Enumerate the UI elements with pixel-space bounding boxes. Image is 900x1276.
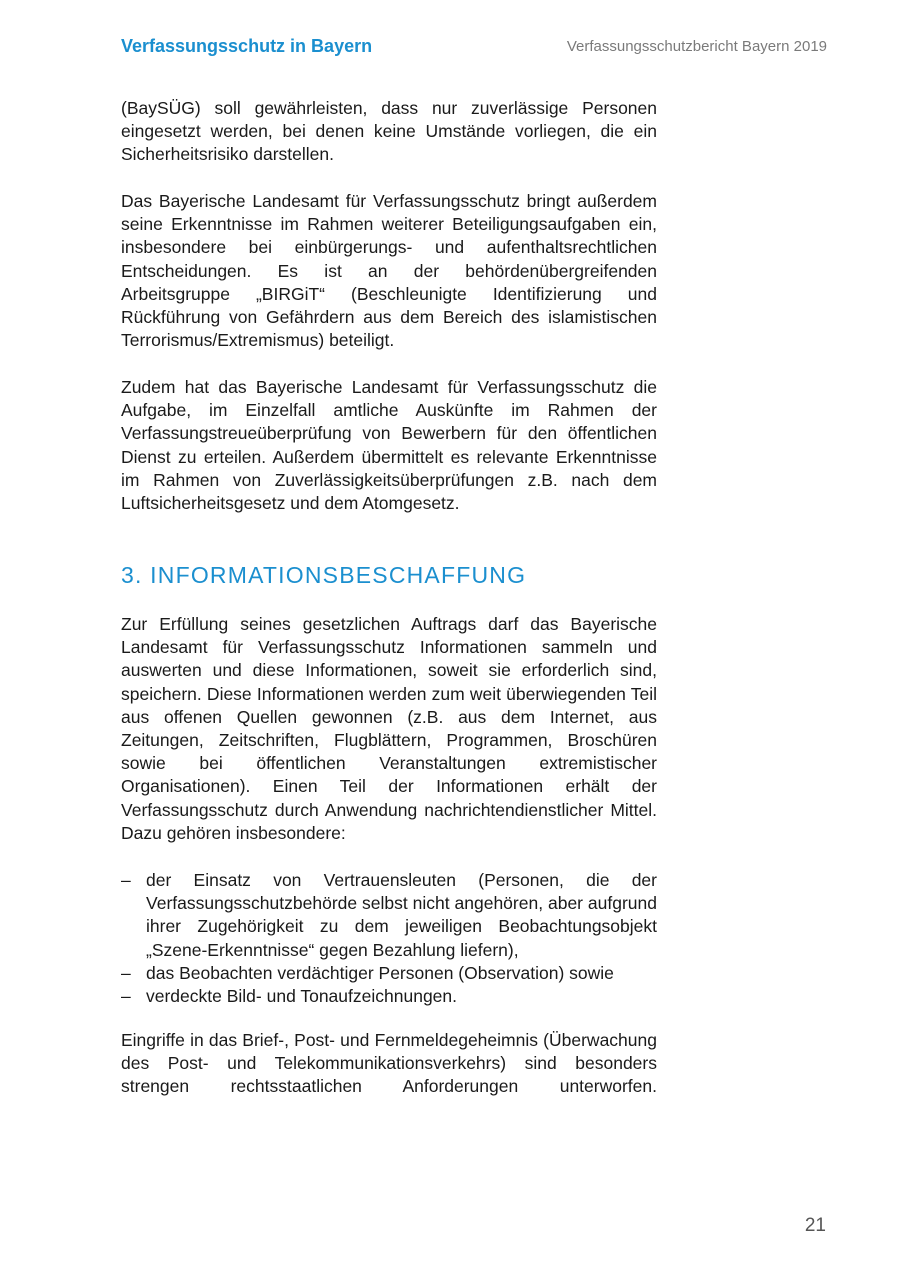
header-report-title: Verfassungsschutzbericht Bayern 2019: [566, 38, 827, 55]
means-list: [121, 869, 657, 1008]
paragraph-text: Das Bayerische Landesamt für Verfassungsschutz bringt außerdem seine Erkenntnisse im Rahmen weiterer Beteiligungsaufgaben ein, insbesondere bei einbürgerungs- und aufenthaltsrechtlichen Entscheidungen. Es ist an der behördenübergreifenden Arbeitsgruppe „BIRGiT“ (Beschleunigte Identifizierung und Rückführung von Gefährdern aus dem Bereich des islamistischen Terrorismus/Extremismus) beteiligt.: [121, 191, 657, 351]
list-item: [121, 869, 657, 962]
page-number: 21: [804, 1215, 826, 1236]
paragraph-text: Eingriffe in das Brief-, Post- und Fernmeldegeheimnis (Überwachung des Post- und Telekommunikationsverkehrs) sind besonders strengen rechtsstaatlichen Anforderungen unterworfen.: [121, 1030, 657, 1097]
paragraph-informationsbeschaffung: [121, 613, 657, 845]
list-item: [121, 962, 657, 985]
paragraph-baysueg: [121, 97, 657, 167]
paragraph-eingriffe: [121, 1029, 657, 1099]
paragraph-text: (BaySÜG) soll gewährleisten, dass nur zuverlässige Personen eingesetzt werden, bei denen keine Umstände vorliegen, die ein Sicherheitsrisiko darstellen.: [121, 98, 657, 165]
list-item-text: verdeckte Bild- und Tonaufzeichnungen.: [146, 986, 458, 1007]
list-item-text: das Beobachten verdächtiger Personen (Observation) sowie: [146, 962, 614, 983]
dash-bullet: –: [121, 986, 131, 1007]
paragraph-auskuenfte: [121, 376, 657, 515]
paragraph-text: Zur Erfüllung seines gesetzlichen Auftrags darf das Bayerische Landesamt für Verfassungsschutz Informationen sammeln und auswerten und diese Informationen, soweit sie erforderlich sind, speichern. Diese Informationen werden zum weit überwiegenden Teil aus offenen Quellen gewonnen (z.B. aus dem Internet, aus Zeitungen, Zeitschriften, Flugblättern, Programmen, Broschüren sowie bei öffentlichen Veranstaltungen extremistischer Organisationen). Einen Teil der Informationen erhält der Verfassungsschutz durch Anwendung nachrichtendienstlicher Mittel. Dazu gehören insbesondere:: [121, 614, 657, 843]
paragraph-beteiligungsaufgaben: [121, 190, 657, 352]
list-item: [121, 985, 657, 1008]
dash-bullet: –: [121, 962, 131, 983]
section-heading: 3. INFORMATIONSBESCHAFFUNG: [121, 562, 527, 588]
header-section-title: Verfassungsschutz in Bayern: [121, 36, 373, 56]
list-item-text: der Einsatz von Vertrauensleuten (Personen, die der Verfassungsschutzbehörde selbst nicht angehören, aber aufgrund ihrer Zugehörigkeit zu dem jeweiligen Beobachtungsobjekt „Szene-Erkenntnisse“ gegen Bezahlung liefern),: [146, 870, 657, 960]
paragraph-text: Zudem hat das Bayerische Landesamt für Verfassungsschutz die Aufgabe, im Einzelfall amtliche Auskünfte im Rahmen der Verfassungstreueüberprüfung von Bewerbern für den öffentlichen Dienst zu erteilen. Außerdem übermittelt es relevante Erkenntnisse im Rahmen von Zuverlässigkeitsüberprüfungen z.B. nach dem Luftsicherheitsgesetz und dem Atomgesetz.: [121, 377, 657, 514]
dash-bullet: –: [121, 870, 131, 890]
